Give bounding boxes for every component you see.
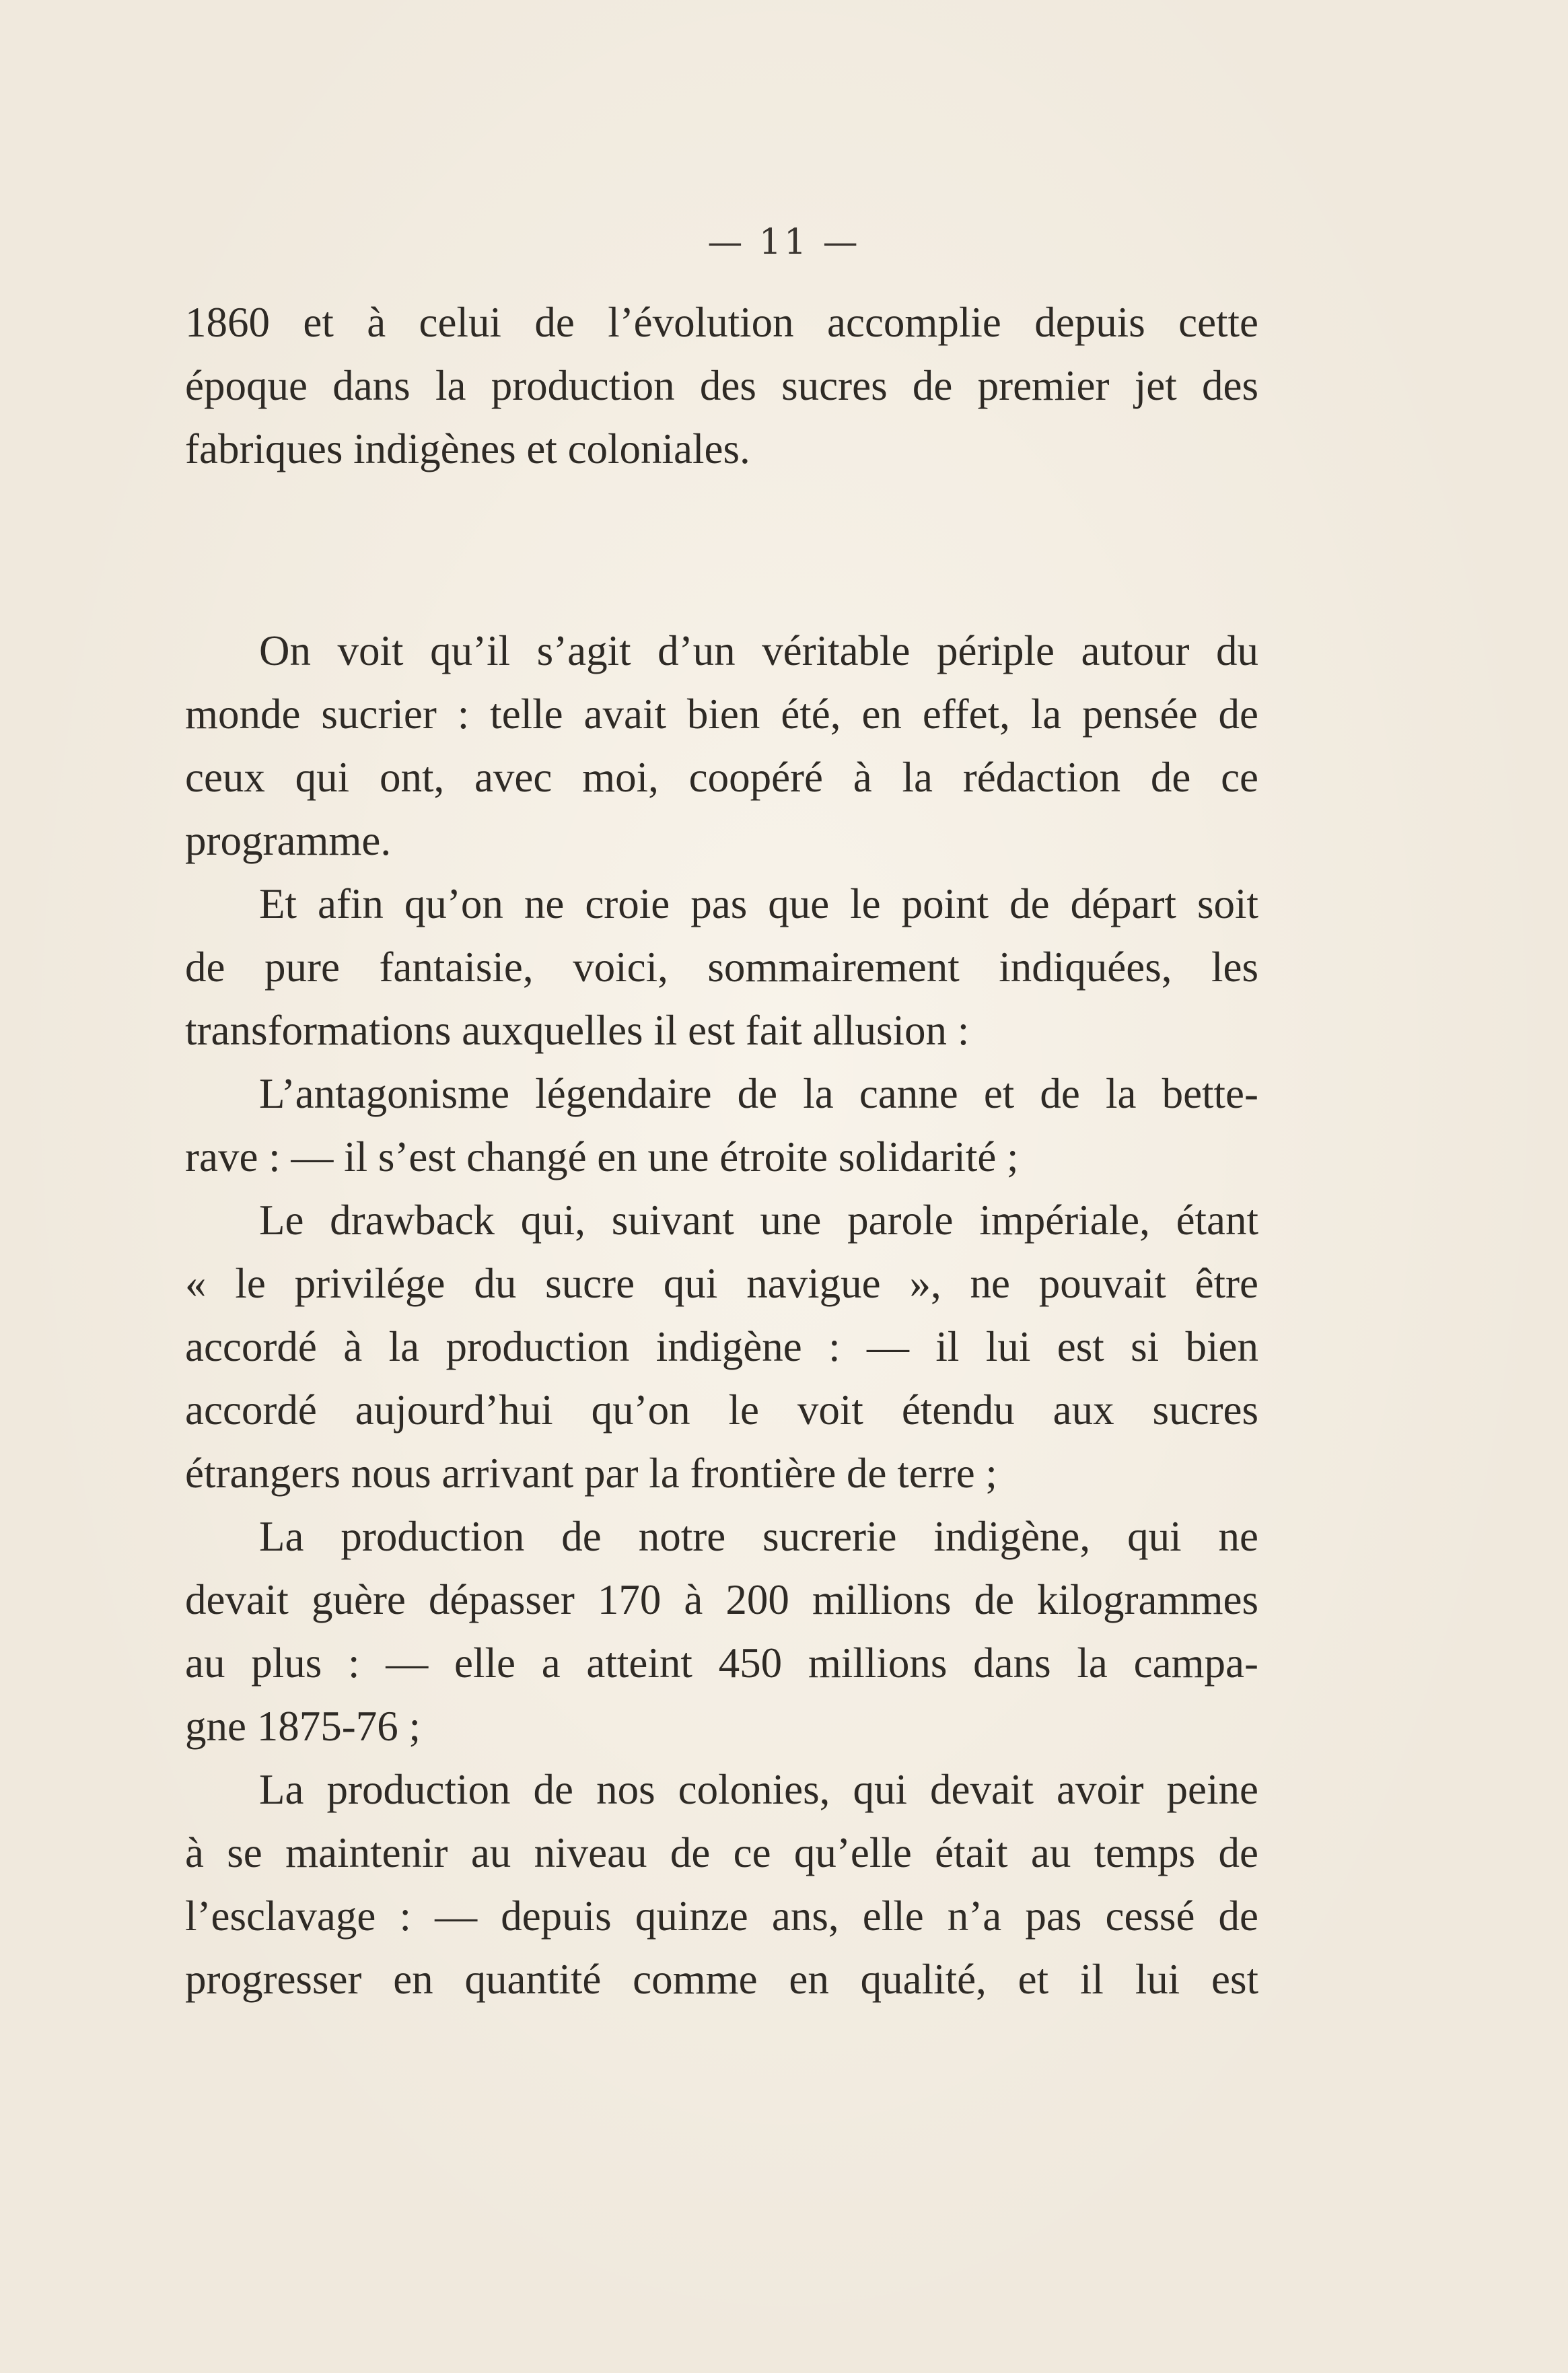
text-line: Et afin qu’on ne croie pas que le point de départ soit	[259, 880, 1258, 927]
text-line: l’esclavage : — depuis quinze ans, elle n’a pas cessé de	[185, 1892, 1258, 1940]
text-line: au plus : — elle a atteint 450 millions dans la campa-	[185, 1639, 1258, 1687]
text-line: rave : — il s’est changé en une étroite solidarité ;	[185, 1133, 1019, 1180]
paragraph	[185, 1505, 1258, 1758]
text-line: L’antagonisme légendaire de la canne et de la bette-	[259, 1070, 1258, 1117]
text-line: programme.	[185, 817, 392, 864]
text-line: accordé aujourd’hui qu’on le voit étendu aux sucres	[185, 1386, 1258, 1433]
text-line: fabriques indigènes et coloniales.	[185, 425, 750, 472]
text-line: On voit qu’il s’agit d’un véritable périple autour du	[259, 627, 1258, 674]
text-line: accordé à la production indigène : — il lui est si bien	[185, 1323, 1258, 1370]
text-line: La production de nos colonies, qui devait avoir peine	[259, 1766, 1258, 1813]
text-line: 1860 et à celui de l’évolution accomplie depuis cette	[185, 299, 1258, 346]
text-line: Le drawback qui, suivant une parole impériale, étant	[259, 1197, 1258, 1244]
text-line: La production de notre sucrerie indigène, qui ne	[259, 1513, 1258, 1560]
paragraph	[185, 1758, 1258, 2011]
text-line: progresser en quantité comme en qualité, et il lui est	[185, 1956, 1258, 2003]
text-line: de pure fantaisie, voici, sommairement indiquées, les	[185, 944, 1258, 991]
text-line: étrangers nous arrivant par la frontière de terre ;	[185, 1450, 997, 1497]
text-line: à se maintenir au niveau de ce qu’elle était au temps de	[185, 1829, 1258, 1876]
text-line: « le privilége du sucre qui navigue », ne pouvait être	[185, 1260, 1258, 1307]
text-line: gne 1875-76 ;	[185, 1703, 421, 1750]
main-text	[185, 619, 1258, 2011]
page-number: — 11 —	[707, 222, 861, 262]
paragraph-continuation	[185, 291, 1258, 481]
paragraph	[185, 872, 1258, 1062]
paragraph	[185, 1189, 1258, 1505]
text-line: ceux qui ont, avec moi, coopéré à la rédaction de ce	[185, 754, 1258, 801]
text-line: transformations auxquelles il est fait allusion :	[185, 1007, 970, 1054]
text-line: époque dans la production des sucres de premier jet des	[185, 362, 1258, 409]
text-line: devait guère dépasser 170 à 200 millions de kilogrammes	[185, 1576, 1258, 1623]
paragraph	[185, 619, 1258, 872]
text-line: monde sucrier : telle avait bien été, en effet, la pensée de	[185, 690, 1258, 738]
paragraph	[185, 1062, 1258, 1189]
